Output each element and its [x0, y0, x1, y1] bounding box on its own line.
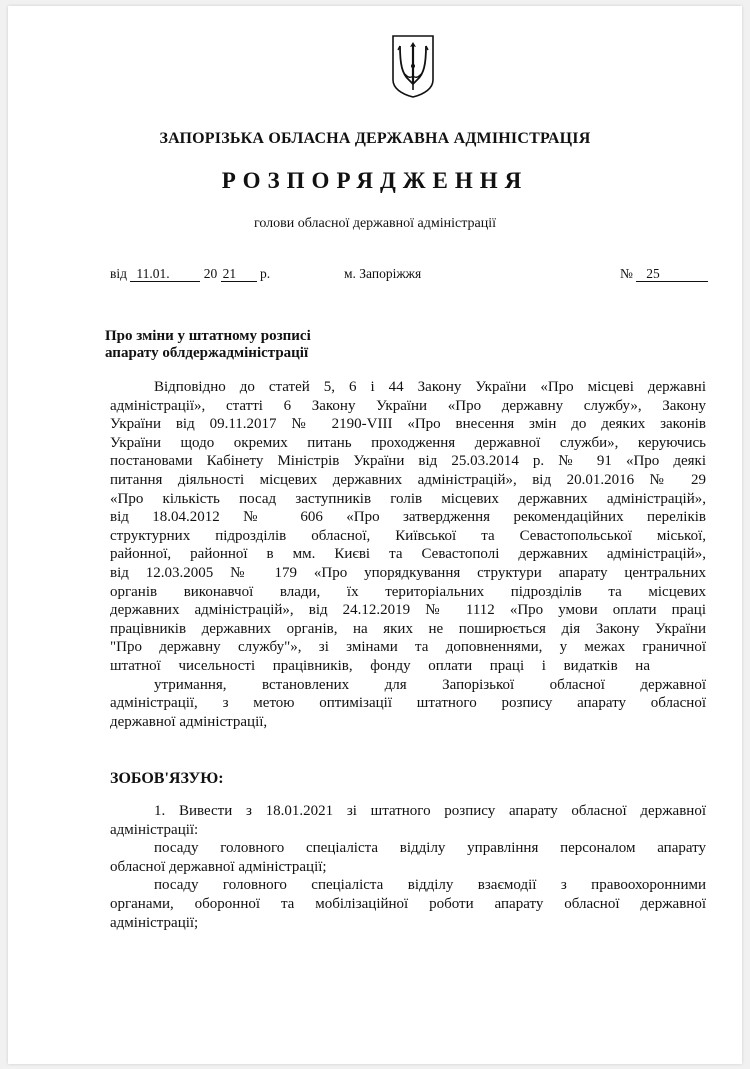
preamble-paragraph — [110, 378, 706, 731]
subject-line: апарату облдержадміністрації — [105, 345, 309, 361]
document-number — [620, 266, 708, 282]
preamble-line: питання діяльності місцевих державних адміністрацій», від 20.01.2016 № 29 — [110, 471, 706, 488]
preamble-line: від 12.03.2005 № 179 «Про упорядкування структури апарату центральних — [110, 564, 706, 581]
preamble-line: державної адміністрації, — [110, 713, 268, 730]
preamble-line: постановами Кабінету Міністрів України від 25.03.2014 р. № 91 «Про деякі — [110, 453, 706, 470]
decree-word: ЗОБОВ'ЯЗУЮ: — [110, 770, 224, 787]
preamble-line: районної, районної в мм. Києві та Севастополі державних адміністрацій», — [110, 546, 706, 563]
preamble-line: України від 09.11.2017 № 2190-VIII «Про внесення змін до деяких законів — [110, 416, 706, 433]
item-line: 1. Вивести з 18.01.2021 зі штатного розпису апарату обласної державної — [154, 803, 706, 819]
preamble-line: утримання, встановлених для Запорізької обласної державної — [154, 676, 706, 693]
document-page — [8, 6, 742, 1064]
subject-line: Про зміни у штатному розписі — [105, 328, 311, 344]
document-subtitle: голови обласної державної адміністрації — [253, 216, 497, 231]
date-day-month: 11.01. — [130, 266, 200, 282]
number-value: 25 — [636, 266, 708, 282]
item-line: адміністрації: — [110, 821, 199, 838]
item-line: органами, оборонної та мобілізаційної роботи апарату обласної державної — [110, 895, 706, 912]
date-year-prefix: 20 — [203, 266, 218, 281]
preamble-line: працівників державних органів, на яких не поширюється дія Закону України — [110, 620, 706, 637]
preamble-line: адміністрації, з метою оптимізації штатного розпису апарату обласної — [110, 695, 706, 712]
decree-items — [110, 802, 706, 932]
preamble-line: від 18.04.2012 № 606 «Про затвердження рекомендаційних переліків — [110, 509, 706, 526]
item-line: посаду головного спеціаліста відділу взаємодії з правоохоронними — [154, 877, 706, 894]
document-type: РОЗПОРЯДЖЕННЯ — [221, 168, 529, 193]
document-subject — [105, 328, 311, 362]
preamble-line: органів виконавчої влади, їх територіальних підрозділів та місцевих — [110, 583, 706, 600]
organization-name: ЗАПОРІЗЬКА ОБЛАСНА ДЕРЖАВНА АДМІНІСТРАЦІЯ — [159, 130, 591, 147]
preamble-line: структурних підрозділів обласної, Київської та Севастопольської міської, — [110, 527, 706, 544]
date-year-abbr: р. — [260, 266, 271, 281]
preamble-line: Відповідно до статей 5, 6 і 44 Закону України «Про місцеві державні — [154, 379, 706, 395]
preamble-line: "Про державну службу"», зі змінами та доповненнями, у межах граничної — [110, 639, 706, 656]
preamble-line: державних адміністрацій», від 24.12.2019 № 1112 «Про умови оплати праці — [110, 602, 706, 619]
item-line: адміністрації; — [110, 914, 199, 931]
preamble-line: штатної чисельності працівників, фонду оплати праці і видатків на — [110, 657, 650, 674]
date-year-suffix: 21 — [221, 266, 257, 282]
date-label: від — [110, 266, 127, 281]
item-line: посаду головного спеціаліста відділу управління персоналом апарату — [154, 840, 706, 857]
document-city: м. Запоріжжя — [344, 266, 422, 281]
document-date — [110, 266, 270, 282]
preamble-line: України щодо окремих питань проходження державної служби», керуючись — [110, 434, 706, 451]
coat-of-arms-trident-icon — [391, 34, 435, 98]
number-label: № — [620, 266, 633, 281]
preamble-line: адміністрації», статті 6 Закону України «Про державну службу», Закону — [110, 397, 706, 414]
item-line: обласної державної адміністрації; — [110, 858, 327, 875]
preamble-line: «Про кількість посад заступників голів місцевих державних адміністрацій», — [110, 490, 706, 507]
